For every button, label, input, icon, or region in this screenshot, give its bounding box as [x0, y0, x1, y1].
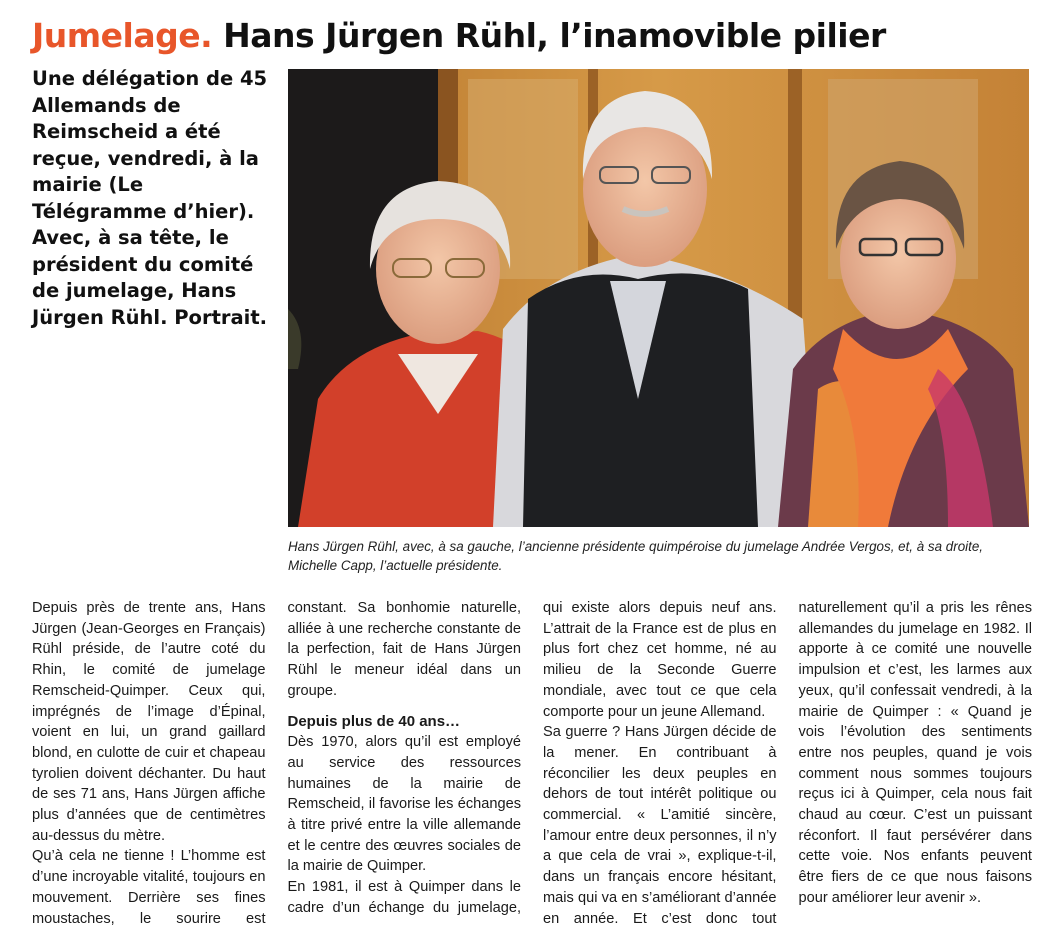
headline-kicker: Jumelage. — [32, 16, 213, 55]
article-paragraph: En 1981, il est à Quimper dans le cadre d’un échange du jumelage, qui existe alors depuis neuf ans. L’attrait de la France est de plus en plus fort chez cet homme, né au milieu de la Seconde Guerre mondiale, avec tout ce que cela comporte pour un jeune Allemand. — [287, 600, 777, 916]
article-subhead: Depuis plus de 40 ans… — [287, 712, 461, 730]
photo-caption: Hans Jürgen Rühl, avec, à sa gauche, l’ancienne présidente quimpéroise du jumelage Andrée Vergos, et, à sa droite, Michelle Capp, l’actuelle présidente. — [288, 539, 983, 573]
headline-title: Hans Jürgen Rühl, l’inamovible pilier — [223, 16, 886, 55]
headline — [32, 14, 1042, 58]
article-paragraph: Qu’à cela ne tienne ! L’homme est d’une incroyable vitalité, toujours en mouvement. Derrière ses fines moustaches, le sourire est constant. Sa bonhomie naturelle, alliée à une recherche constante de la perfection, fait de Hans Jürgen Rühl le meneur idéal dans un groupe. — [32, 600, 521, 927]
article-photo — [288, 69, 1029, 527]
photo-illustration — [288, 69, 1029, 527]
article-paragraph: Depuis près de trente ans, Hans Jürgen (Jean-Georges en Français) Rühl préside, de l’autre coté du Rhin, le comité de jumelage Remscheid-Quimper. Ceux qui, imprégnés de l’image d’Épinal, voient en lui, un grand gaillard blond, en culotte de cuir et chapeau tyrolien doivent déchanter. Du haut de ses 71 ans, Hans Jürgen affiche plus d’années que de centimètres au-dessus du mètre. — [32, 600, 266, 844]
article-paragraph: Sa guerre ? Hans Jürgen décide de la mener. En contribuant à réconcilier les deux peuples en dehors de tout intérêt politique ou commercial. « L’amitié sincère, l’amour entre deux personnes, il n’y a que cela de vrai », explique-t-il, dans un français encore hésitant, mais qui va en s’améliorant d’année en année. Et c’est donc tout naturellement qu’il a pris les rênes allemandes du jumelage en 1982. Il apporte à ce comité une nouvelle impulsion et c’est, les larmes aux yeux, qu’il confessait vendredi, à la mairie de Quimper : « Quand je vois l’évolution des sentiments entre nos peuples, quand je vois comment nous sommes toujours reçus ici à Quimper, cela nous fait chaud au cœur. C’est un puissant réconfort. Il faut persévérer dans cette voie. Nos enfants peuvent être fiers de ce que nous faisons pour améliorer leur avenir ». — [543, 600, 1032, 927]
article-paragraph: Dès 1970, alors qu’il est employé au service des ressources humaines de la mairie de Remscheid, il favorise les échanges à titre privé entre la ville allemande et le centre des œuvres sociales de la mairie de Quimper. — [287, 734, 521, 875]
article-body — [32, 598, 1032, 938]
standfirst: Une délégation de 45 Allemands de Reimscheid a été reçue, vendredi, à la mairie (Le Télégramme d’hier). Avec, à sa tête, le président du comité de jumelage, Hans Jürgen Rühl. Portrait. — [32, 67, 268, 329]
